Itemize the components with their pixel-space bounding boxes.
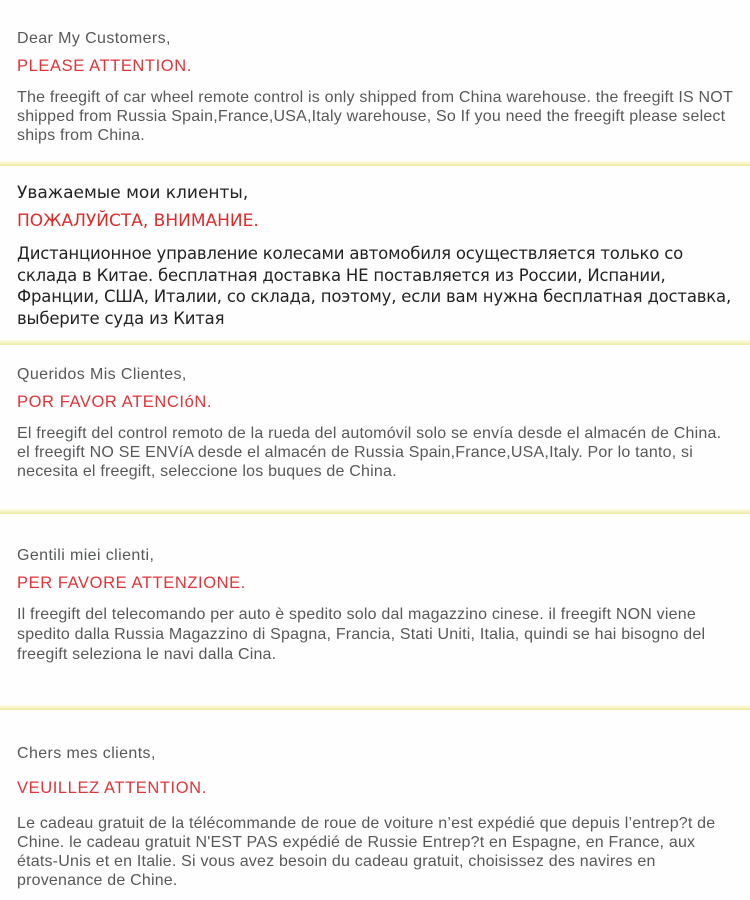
notice-section-english [0, 0, 750, 145]
notice-body-french: Le cadeau gratuit de la télécommande de roue de voiture n’est expédié que depuis l’entrep?t de Chine. le cadeau gratuit N'EST PAS expédié de Russie Entrep?t en Espagne, en France, aux états-Unis et en Italie. Si vous avez besoin du cadeau gratuit, choisissez des navires en provenance de Chine. [17, 815, 716, 889]
notice-section-spanish [0, 345, 750, 481]
attention-heading-english: PLEASE ATTENTION. [17, 57, 192, 75]
attention-heading-french: VEUILLEZ ATTENTION. [17, 779, 207, 797]
attention-heading-italian: PER FAVORE ATTENZIONE. [17, 574, 246, 592]
greeting-russian: Уважаемые мои клиенты, [17, 183, 249, 203]
notice-body-spanish: El freegift del control remoto de la rueda del automóvil solo se envía desde el almacén de China. el freegift NO SE ENVíA desde el almacén de Russia Spain,France,USA,Italy. Por lo tanto, si necesita el freegift, seleccione los buques de China. [17, 425, 722, 480]
notice-section-italian [0, 514, 750, 665]
notice-body-russian: Дистанционное управление колесами автомобиля осуществляется только со склада в Китае. бесплатная доставка НЕ поставляется из России, Испании, Франции, США, Италии, со склада, поэтому, если вам нужна бесплатная доставка, выберите суда из Китая [17, 244, 731, 328]
notice-section-russian [0, 166, 750, 329]
greeting-english: Dear My Customers, [17, 30, 171, 47]
attention-heading-spanish: POR FAVOR ATENCIóN. [17, 393, 213, 411]
notice-section-french [0, 710, 750, 890]
attention-heading-russian: ПОЖАЛУЙСТА, ВНИМАНИЕ. [17, 211, 259, 231]
notice-body-english: The freegift of car wheel remote control is only shipped from China warehouse. the freegift IS NOT shipped from Russia Spain,France,USA,Italy warehouse, So If you need the freegift please select ships from China. [17, 89, 733, 144]
greeting-italian: Gentili miei clienti, [17, 547, 155, 564]
greeting-spanish: Queridos Mis Clientes, [17, 366, 187, 383]
notice-body-italian: Il freegift del telecomando per auto è spedito solo dal magazzino cinese. il freegift NON viene spedito dalla Russia Magazzino di Spagna, Francia, Stati Uniti, Italia, quindi se hai bisogno del freegift seleziona le navi dalla Cina. [17, 606, 706, 663]
greeting-french: Chers mes clients, [17, 745, 156, 762]
